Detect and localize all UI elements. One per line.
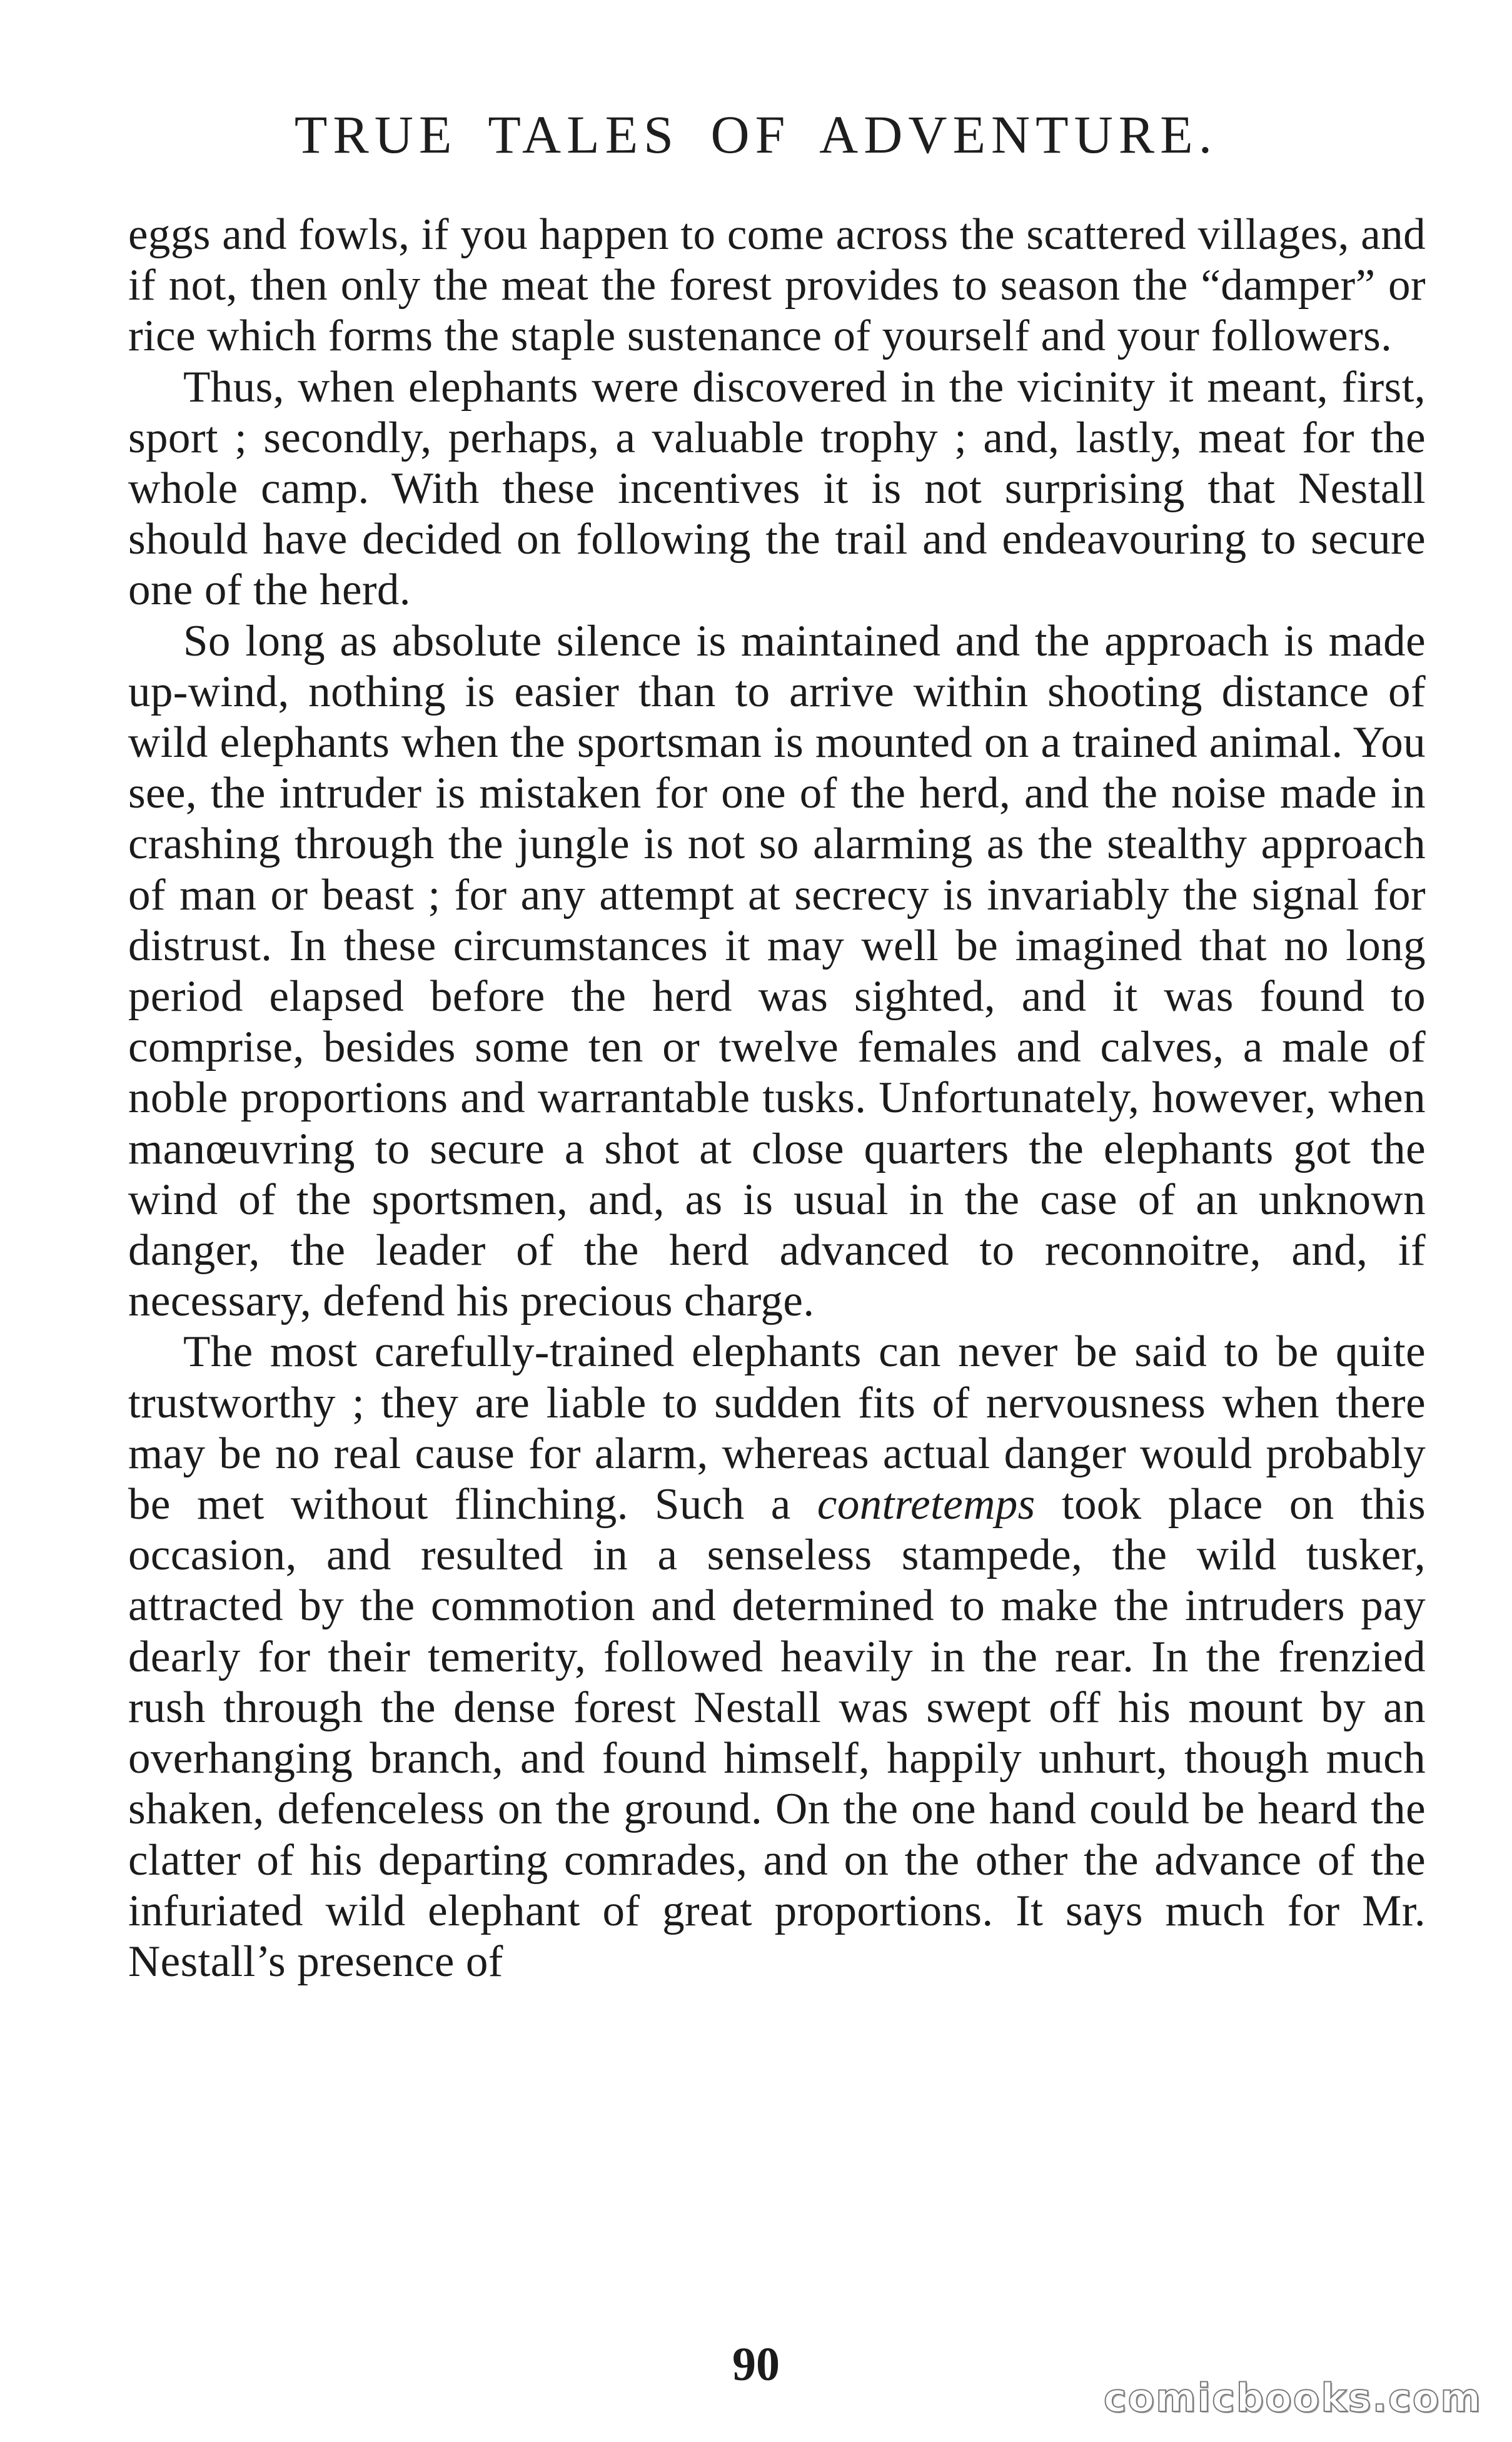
paragraph-4-italic-term: contretemps bbox=[817, 1480, 1036, 1529]
paragraph-4-text-end: took place on this occasion, and resulted in a senseless stampede, the wild tusker, attracted by the commotion and determined to make the intruders pay dearly for their temerity, followed heavily in the rear. In the frenzied rush through the dense forest Nestall was swept off his mount by an overhanging branch, and found himself, happily unhurt, though much shaken, defenceless on the ground. On the one hand could be heard the clatter of his departing comrades, and on the other the advance of the infuriated wild elephant of great proportions. It says much for Mr. Nestall’s presence of bbox=[128, 1480, 1426, 1986]
body-text bbox=[128, 210, 1426, 1987]
paragraph-4-text-start: The most carefully-trained elephants can never be said to be quite trustworthy ; they are liable to sudden fits of nervousness when there may be no real cause for alarm, whereas actual danger would probably be met without flinching. Such a bbox=[128, 1327, 1426, 1529]
paragraph-4 bbox=[128, 1327, 1426, 1987]
paragraph-2: Thus, when elephants were discovered in the vicinity it meant, first, sport ; secondly, perhaps, a valuable trophy ; and, lastly, meat for the whole camp. With these incentives it is not surprising that Nestall should have decided on following the trail and endeavouring to secure one of the herd. bbox=[128, 362, 1426, 615]
paragraph-1: eggs and fowls, if you happen to come across the scattered villages, and if not, then only the meat the forest provides to season the “damper” or rice which forms the staple sustenance of yourself and your followers. bbox=[128, 210, 1426, 361]
paragraph-3: So long as absolute silence is maintained and the approach is made up-wind, nothing is easier than to arrive within shooting distance of wild elephants when the sportsman is mounted on a trained animal. You see, the intruder is mistaken for one of the herd, and the noise made in crashing through the jungle is not so alarming as the stealthy approach of man or beast ; for any attempt at secrecy is invariably the signal for distrust. In these circumstances it may well be imagined that no long period elapsed before the herd was sighted, and it was found to comprise, besides some ten or twelve females and calves, a male of noble proportions and warrantable tusks. Unfortunately, however, when manœuvring to secure a shot at close quarters the elephants got the wind of the sportsmen, and, as is usual in the case of an unknown danger, the leader of the herd advanced to reconnoitre, and, if necessary, defend his precious charge. bbox=[128, 616, 1426, 1326]
page-number: 90 bbox=[732, 2338, 780, 2391]
site-watermark: comicbooks.com bbox=[1103, 2375, 1482, 2421]
running-head-title: TRUE TALES OF ADVENTURE. bbox=[294, 104, 1218, 165]
